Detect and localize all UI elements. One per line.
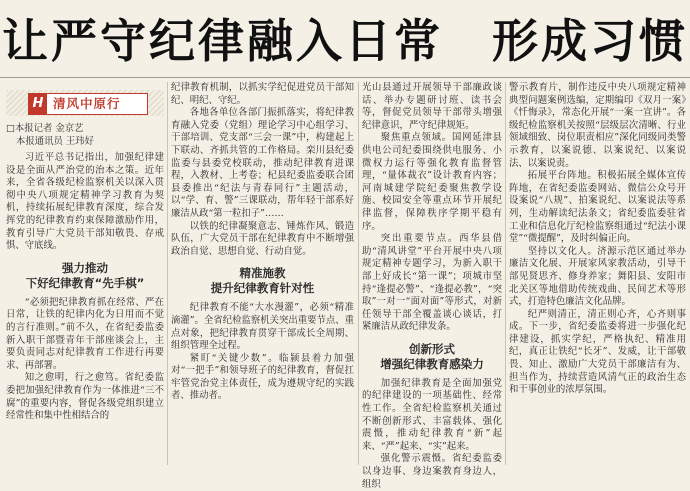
subheading — [171, 266, 354, 296]
paragraph: 纪律教育不能“大水漫灌”，必须“精准滴灌”。全省纪检监察机关突出重要节点、重点对象，把纪律教育贯穿干部成长全周期、组织管理全过程。 — [171, 302, 354, 352]
paragraph: 各地各单位各部门振抓落实，将纪律教育融入党委（党组）理论学习中心组学习、干部培训、党支部“三会一课”中，构建起上下联动、齐抓共管的工作格局。栾川县纪委监委与县委党校联动，推动纪律教育进课程，入教材、上考卷；杞县纪委监委联合团县委推出“纪法与青春同行”主题活动，以“学、育、警”三课联动，帮年轻干部系好廉洁从政“第一粒扣子”…… — [171, 107, 354, 219]
column-divider — [358, 82, 359, 465]
column-divider — [167, 82, 168, 465]
paragraph: 拓展平台阵地。积极拓展全媒体宣传阵地，在省纪委监委网站、微信公众号开设案说“八规”、拍案说纪、以案说法等系列，生动解读纪法条文；省纪委监委驻省工业和信息化厅纪检监察组通过“纪法小课堂”“微提醒”，及时纠偏正向。 — [509, 170, 686, 245]
subheading-line: 提升纪律教育针对性 — [210, 281, 315, 296]
paragraph: 加强纪律教育是全面加强党的纪律建设的一项基础性、经常性工作。全省纪检监察机关通过不断创新形式、丰富载体、强化震慑，推动纪律教育“新”起来、“严”起来、“实”起来。 — [362, 377, 502, 452]
paragraph: 以铁的纪律凝聚意志、锤炼作风、锻造队伍，广大党员干部在纪律教育中不断增强政治自觉、思想自觉、行动自觉。 — [171, 220, 354, 257]
headline-rule — [0, 77, 690, 78]
paragraph: 突出重要节点。西华县借助“清风讲堂”平台开展中央八项规定精神专题学习，为新入职干部上好成长“第一课”；项城市坚持“逢提必警”、“逢提必教”，“突取”一对一“面对面”等形式，对新任领导干部全覆盖谈心谈话，打紧廉洁从政纪律发条。 — [362, 233, 502, 333]
column-tag-letter: H — [29, 94, 47, 114]
subheading-line: 强力推动 — [62, 260, 108, 275]
paragraph: 习近平总书记指出，加强纪律建设是全面从严治党的治本之策。近年来，全省各级纪检监察机关以深入贯彻中央八项规定精神学习教育为契机，持续拓展纪律教育深度，综合发挥党的纪律教育约束保障激励作用，教育引导广大党员干部知敬畏、存戒惧、守底线。 — [6, 152, 164, 252]
subheading — [362, 342, 502, 372]
paragraph: 警示教育片，制作违反中央八项规定精神典型问题案例选编，定期编印《双月一案》《忏悔录》，常态化开展“一案一宣讲”。各级纪检监察机关按照“层级层次清晰、行业领域细致、岗位职责相应”深化同级同类警示教育，以案说德、以案说纪、以案说法、以案说责。 — [509, 82, 686, 169]
article-column-4 — [509, 82, 686, 465]
subheading-line: 增强纪律教育感染力 — [380, 356, 484, 371]
column-divider — [505, 82, 506, 465]
column-tag — [6, 90, 164, 116]
subheading-line: 精准施教 — [239, 266, 286, 281]
paragraph: 光山县通过开展领导干部廉政谈话、举办专题研讨班、读书会等，督促党员领导干部带头增强纪律意识，严守纪律规矩。 — [362, 82, 502, 131]
subheading — [6, 261, 164, 291]
byline-correspondent: 本报通讯员 王玮好 — [16, 136, 94, 147]
article-column-3 — [362, 82, 502, 490]
byline — [6, 122, 164, 148]
paragraph: 聚焦重点领域。国网延津县供电公司纪委围绕供电服务、小微权力运行等强化教育监督管理，“量体裁衣”设计教育内容；河南城建学院纪委聚焦教学设施、校园安全等重点环节开展纪律监督，保障秩序学期平稳有序。 — [362, 132, 502, 232]
subheading-line: 下好纪律教育“先手棋” — [25, 275, 145, 290]
paragraph: “必须把纪律教育抓在经常、严在日常，让铁的纪律内化为日用而不觉的言行准则。”前不久，在省纪委监委新入职干部暨青年干部座谈会上，主要负责同志对纪律教育工作进行再要求、再部署。 — [6, 296, 164, 371]
paragraph: 知之愈明，行之愈笃。省纪委监委把加强纪律教育作为一体推进“三不腐”的重要内容，督促各级党组织建立经常性和集中性相结合的 — [6, 372, 164, 422]
column-tag-label: 清风中原行 — [53, 95, 121, 111]
headline: 让严守纪律融入日常 形成习惯 — [2, 14, 688, 68]
paragraph: 紧盯“关键少数”。临颍县着力加强对“一把手”和领导班子的纪律教育，督促扛牢管党治党主体责任，成为遵规守纪的实践者、推动者。 — [171, 352, 354, 402]
article-column-2 — [171, 82, 354, 465]
paragraph: 纪严则清正，清正则心齐，心齐则事成。下一步，省纪委监委将进一步强化纪律建设，抓实学纪，严格执纪、精准用纪，真正让铁纪“长牙”、发威，让干部敬畏、知止、激励广大党员干部廉洁有为、担当作为，持续营造风清气正的政治生态和干事创业的浓厚氛围。 — [509, 308, 686, 396]
paragraph: 强化警示震慑。省纪委监委以身边事、身边案教育身边人，组织 — [362, 453, 502, 490]
paragraph: 纪律教育机制，以抓实学纪促进党员干部知纪、明纪、守纪。 — [171, 82, 354, 106]
column-tag-badge — [28, 93, 148, 115]
paragraph: 坚持以文化人。济源示范区通过举办廉洁文化展、开展家风家教活动，引导干部见贤思齐、修身养家；舞阳县、安阳市北关区等地借助传统戏曲、民间艺术等形式，打造特色廉洁文化品牌。 — [509, 245, 686, 308]
subheading-line: 创新形式 — [409, 341, 455, 356]
byline-reporter: □本报记者 金京艺 — [6, 123, 84, 134]
article-column-1 — [6, 82, 164, 465]
